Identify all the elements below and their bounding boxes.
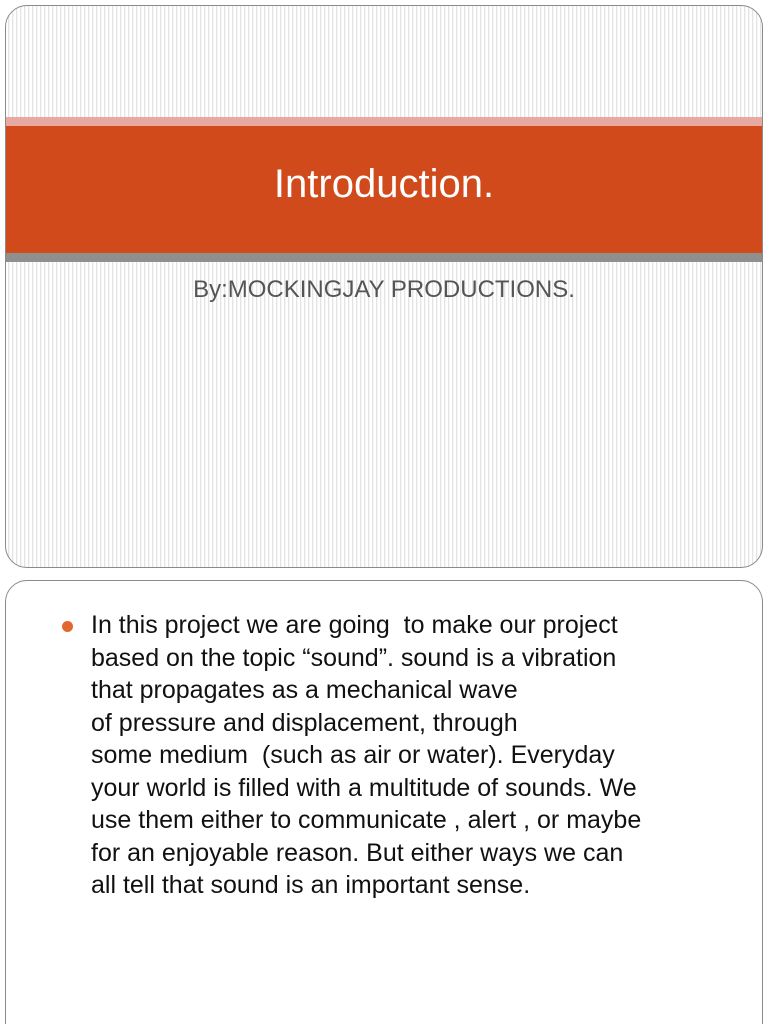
title-band xyxy=(6,126,762,253)
bullet-text xyxy=(91,609,641,902)
bullet-line: that propagates as a mechanical wave xyxy=(91,676,518,704)
bullet-item xyxy=(62,609,742,902)
slide-subtitle: By:MOCKINGJAY PRODUCTIONS. xyxy=(193,276,575,303)
bullet-line: based on the topic “sound”. sound is a vibration xyxy=(91,643,617,672)
title-band-top-stripe xyxy=(6,117,762,126)
bullet-line: for an enjoyable reason. But either ways we can xyxy=(91,838,624,867)
title-slide xyxy=(5,5,763,568)
bullet-line: In this project we are going to make our project xyxy=(91,611,618,639)
bullet-line: of pressure and displacement, through xyxy=(91,708,518,737)
bullet-line: use them either to communicate , alert , or maybe xyxy=(91,806,642,834)
bullet-line: all tell that sound is an important sense. xyxy=(91,871,531,899)
content-slide xyxy=(5,580,763,1024)
title-band-bottom-stripe xyxy=(6,253,762,262)
bullet-line: your world is filled with a multitude of sounds. We xyxy=(91,773,637,802)
bullet-dot-icon xyxy=(62,621,73,632)
slide-title: Introduction. xyxy=(273,162,495,206)
bullet-line: some medium (such as air or water). Everyday xyxy=(91,741,615,769)
